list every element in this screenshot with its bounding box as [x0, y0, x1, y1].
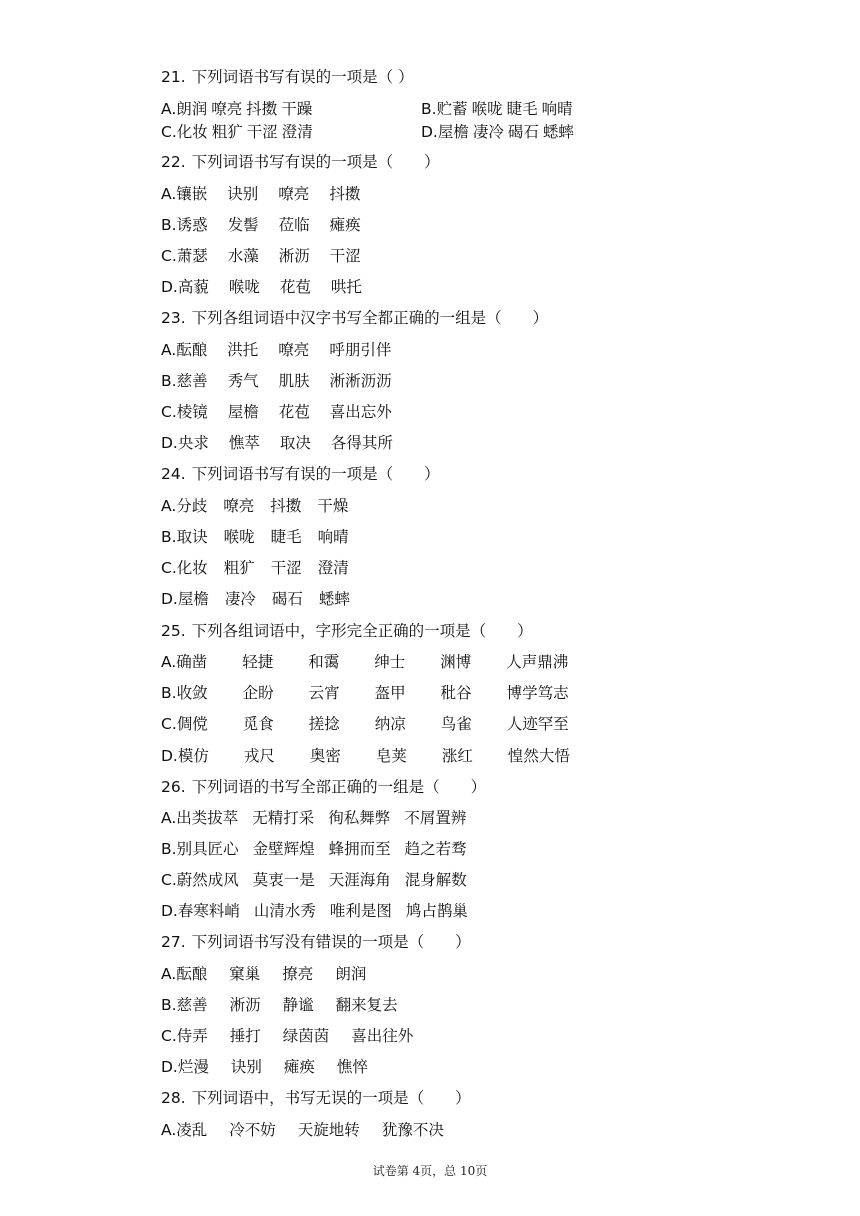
- option-word: 肌肤: [278, 372, 310, 390]
- option-label: A.: [161, 497, 177, 515]
- option-word: 徇私舞弊: [328, 809, 391, 827]
- option-word: 不屑置辨: [404, 809, 467, 827]
- option-word: 侍弄: [176, 1027, 208, 1045]
- option-word: 喜出忘外: [329, 403, 392, 421]
- option-label: C.: [161, 403, 177, 421]
- option-label: B.: [161, 528, 177, 546]
- option-word: 屋檐: [227, 403, 259, 421]
- option-label: A.: [161, 341, 177, 359]
- option-word: 嘹亮: [223, 497, 255, 515]
- option-word: 抖擞: [270, 497, 302, 515]
- option-word: 分歧: [176, 497, 208, 515]
- option-word: 贮蓄: [436, 100, 468, 118]
- page-footer: 试卷第 4页，总 10页: [372, 1164, 488, 1178]
- option-word: 干涩: [246, 123, 278, 141]
- option-word: 洪托: [227, 341, 259, 359]
- option-word: 央求: [177, 434, 209, 452]
- option-a: [161, 652, 568, 672]
- option-label: A.: [161, 653, 177, 671]
- option-word: 化妆: [176, 559, 208, 577]
- option-word: 呼朋引伴: [329, 341, 392, 359]
- question-stem: 下列词语书写有误的一项是（ ）: [191, 465, 440, 483]
- option-word: 诱惑: [176, 216, 208, 234]
- option-word: 蟋蟀: [318, 590, 350, 608]
- option-d: [161, 901, 468, 921]
- question-stem: 下列各组词语中汉字书写全都正确的一组是（ ）: [191, 309, 549, 327]
- option-label: C.: [161, 871, 177, 889]
- option-word: 响晴: [317, 528, 349, 546]
- option-word: 干躁: [281, 100, 313, 118]
- option-word: 鸠占鹊巢: [405, 902, 468, 920]
- option-word: 戎尺: [243, 747, 275, 765]
- question-number: 26.: [161, 778, 186, 796]
- option-word: 云宵: [308, 684, 340, 702]
- option-word: 唯利是图: [329, 902, 392, 920]
- option-word: 朗润: [335, 965, 367, 983]
- option-word: 蟋蟀: [542, 123, 574, 141]
- option-c: [161, 122, 313, 142]
- question-26: [161, 777, 486, 797]
- option-word: 别具匠心: [176, 840, 239, 858]
- option-word: 睫毛: [506, 100, 538, 118]
- question-stem: 下列词语的书写全部正确的一组是（ ）: [191, 778, 487, 796]
- option-word: 天旋地转: [297, 1121, 360, 1139]
- question-number: 21.: [161, 68, 186, 86]
- option-c: [161, 558, 349, 578]
- option-word: 鸟雀: [440, 715, 472, 733]
- question-number: 24.: [161, 465, 186, 483]
- option-label: C.: [161, 559, 177, 577]
- option-b: [161, 683, 569, 703]
- option-word: 抖擞: [329, 185, 361, 203]
- option-d: [161, 746, 570, 766]
- question-number: 28.: [161, 1089, 186, 1107]
- option-word: 瘫痪: [283, 1058, 315, 1076]
- option-d: [161, 277, 362, 297]
- option-label: D.: [161, 1058, 178, 1076]
- option-c: [161, 1026, 413, 1046]
- option-word: 碣石: [507, 123, 539, 141]
- option-word: 镶嵌: [176, 185, 208, 203]
- option-word: 凄冷: [472, 123, 504, 141]
- option-c: [161, 246, 361, 266]
- option-label: A.: [161, 965, 177, 983]
- question-23: [161, 308, 548, 328]
- option-word: 淅沥: [229, 996, 261, 1014]
- option-b: [161, 215, 361, 235]
- option-word: 花苞: [278, 403, 310, 421]
- question-stem: 下列各组词语中，字形完全正确的一项是（ ）: [191, 622, 533, 640]
- option-word: 嘹亮: [211, 100, 243, 118]
- option-word: 澄清: [317, 559, 349, 577]
- option-word: 莅临: [278, 216, 310, 234]
- option-word: 搓捻: [308, 715, 340, 733]
- option-word: 绿茵茵: [282, 1027, 330, 1045]
- option-word: 干涩: [270, 559, 302, 577]
- option-word: 轻捷: [242, 653, 274, 671]
- option-label: B.: [161, 684, 177, 702]
- question-25: [161, 621, 533, 641]
- option-b: [161, 371, 392, 391]
- option-word: 花苞: [279, 278, 311, 296]
- option-word: 喜出往外: [351, 1027, 414, 1045]
- question-number: 22.: [161, 153, 186, 171]
- option-d: [161, 1057, 368, 1077]
- option-d: [161, 433, 393, 453]
- option-a: [161, 964, 366, 984]
- option-word: 企盼: [242, 684, 274, 702]
- option-word: 凌乱: [176, 1121, 208, 1139]
- option-word: 慈善: [176, 372, 208, 390]
- option-word: 倜傥: [176, 715, 208, 733]
- option-c: [161, 870, 467, 890]
- option-word: 金壁辉煌: [252, 840, 315, 858]
- option-word: 诀别: [227, 185, 259, 203]
- option-word: 蔚然成风: [176, 871, 239, 889]
- option-word: 喉咙: [228, 278, 260, 296]
- option-word: 盔甲: [374, 684, 406, 702]
- option-word: 渊博: [440, 653, 472, 671]
- question-stem: 下列词语中，书写无误的一项是（ ）: [191, 1089, 471, 1107]
- option-word: 翻来复去: [335, 996, 398, 1014]
- option-word: 模仿: [177, 747, 209, 765]
- option-word: 干燥: [317, 497, 349, 515]
- option-word: 干涩: [329, 247, 361, 265]
- option-word: 春寒料峭: [177, 902, 240, 920]
- option-word: 皂荚: [375, 747, 407, 765]
- option-label: D.: [161, 902, 178, 920]
- option-word: 憔悴: [336, 1058, 368, 1076]
- option-word: 淅沥: [278, 247, 310, 265]
- option-word: 人声鼎沸: [506, 653, 569, 671]
- option-word: 慈善: [176, 996, 208, 1014]
- option-word: 天涯海角: [328, 871, 391, 889]
- option-word: 收敛: [176, 684, 208, 702]
- option-label: A.: [161, 1121, 177, 1139]
- option-word: 屋檐: [437, 123, 469, 141]
- option-word: 嘹亮: [278, 341, 310, 359]
- question-22: [161, 152, 440, 172]
- option-label: A.: [161, 185, 177, 203]
- option-word: 窠巢: [229, 965, 261, 983]
- option-word: 酝酿: [176, 341, 208, 359]
- option-label: B.: [161, 372, 177, 390]
- option-word: 蜂拥而至: [328, 840, 391, 858]
- option-word: 静谧: [282, 996, 314, 1014]
- option-word: 觅食: [242, 715, 274, 733]
- option-word: 喉咙: [471, 100, 503, 118]
- option-word: 确凿: [176, 653, 208, 671]
- option-word: 秀气: [227, 372, 259, 390]
- option-word: 诀别: [230, 1058, 262, 1076]
- question-number: 27.: [161, 933, 186, 951]
- option-word: 奥密: [309, 747, 341, 765]
- option-b: [161, 995, 398, 1015]
- question-28: [161, 1088, 471, 1108]
- option-word: 撩亮: [282, 965, 314, 983]
- option-word: 人迹罕至: [506, 715, 569, 733]
- option-word: 凄冷: [224, 590, 256, 608]
- option-word: 犹豫不决: [381, 1121, 444, 1139]
- option-label: A.: [161, 809, 177, 827]
- option-word: 粗犷: [223, 559, 255, 577]
- option-label: C.: [161, 715, 177, 733]
- option-word: 响晴: [541, 100, 573, 118]
- option-a: [161, 808, 466, 828]
- option-word: 出类拔萃: [176, 809, 239, 827]
- option-label: D.: [161, 590, 178, 608]
- option-word: 捶打: [229, 1027, 261, 1045]
- option-a: [161, 99, 312, 119]
- option-word: 惶然大悟: [507, 747, 570, 765]
- option-label: B.: [421, 100, 437, 118]
- question-stem: 下列词语书写没有错误的一项是（ ）: [191, 933, 471, 951]
- option-b: [421, 99, 573, 119]
- option-word: 发髻: [227, 216, 259, 234]
- option-c: [161, 714, 569, 734]
- option-word: 嘹亮: [278, 185, 310, 203]
- option-a: [161, 184, 360, 204]
- question-stem: 下列词语书写有误的一项是（ ）: [191, 68, 414, 86]
- option-label: D.: [161, 434, 178, 452]
- option-label: B.: [161, 996, 177, 1014]
- option-word: 澄清: [281, 123, 313, 141]
- option-word: 烂漫: [177, 1058, 209, 1076]
- option-word: 取诀: [176, 528, 208, 546]
- option-c: [161, 402, 392, 422]
- option-label: D.: [421, 123, 438, 141]
- option-word: 抖擞: [246, 100, 278, 118]
- option-a: [161, 496, 348, 516]
- question-27: [161, 932, 471, 952]
- option-word: 山清水秀: [253, 902, 316, 920]
- option-label: D.: [161, 747, 178, 765]
- option-word: 混身解数: [404, 871, 467, 889]
- question-21: [161, 67, 414, 87]
- option-a: [161, 340, 391, 360]
- option-word: 粗犷: [211, 123, 243, 141]
- question-number: 23.: [161, 309, 186, 327]
- option-word: 瘫痪: [329, 216, 361, 234]
- option-d: [161, 589, 350, 609]
- option-word: 化妆: [176, 123, 208, 141]
- option-label: D.: [161, 278, 178, 296]
- option-word: 朗润: [176, 100, 208, 118]
- option-word: 无精打采: [252, 809, 315, 827]
- option-label: C.: [161, 123, 177, 141]
- question-24: [161, 464, 440, 484]
- option-word: 高藐: [177, 278, 209, 296]
- option-word: 和霭: [308, 653, 340, 671]
- option-word: 冷不妨: [229, 1121, 276, 1139]
- option-word: 屋檐: [177, 590, 209, 608]
- option-word: 绅士: [374, 653, 406, 671]
- option-word: 涨红: [441, 747, 473, 765]
- option-label: C.: [161, 247, 177, 265]
- question-stem: 下列词语书写有误的一项是（ ）: [191, 153, 440, 171]
- option-word: 莫衷一是: [252, 871, 315, 889]
- option-word: 喉咙: [223, 528, 255, 546]
- option-b: [161, 839, 467, 859]
- option-label: A.: [161, 100, 177, 118]
- option-word: 哄托: [330, 278, 362, 296]
- option-word: 纳凉: [374, 715, 406, 733]
- option-word: 棱镜: [176, 403, 208, 421]
- option-d: [421, 122, 574, 142]
- option-label: B.: [161, 216, 177, 234]
- option-word: 水藻: [227, 247, 259, 265]
- option-word: 各得其所: [330, 434, 393, 452]
- option-word: 睫毛: [270, 528, 302, 546]
- option-word: 萧瑟: [176, 247, 208, 265]
- option-label: C.: [161, 1027, 177, 1045]
- option-word: 碣石: [271, 590, 303, 608]
- option-word: 淅淅沥沥: [329, 372, 392, 390]
- option-word: 酝酿: [176, 965, 208, 983]
- option-word: 憔萃: [228, 434, 260, 452]
- option-b: [161, 527, 349, 547]
- option-word: 取决: [279, 434, 311, 452]
- option-word: 趋之若骛: [404, 840, 467, 858]
- option-word: 博学笃志: [506, 684, 569, 702]
- option-word: 秕谷: [440, 684, 472, 702]
- question-number: 25.: [161, 622, 186, 640]
- option-a: [161, 1120, 444, 1140]
- option-label: B.: [161, 840, 177, 858]
